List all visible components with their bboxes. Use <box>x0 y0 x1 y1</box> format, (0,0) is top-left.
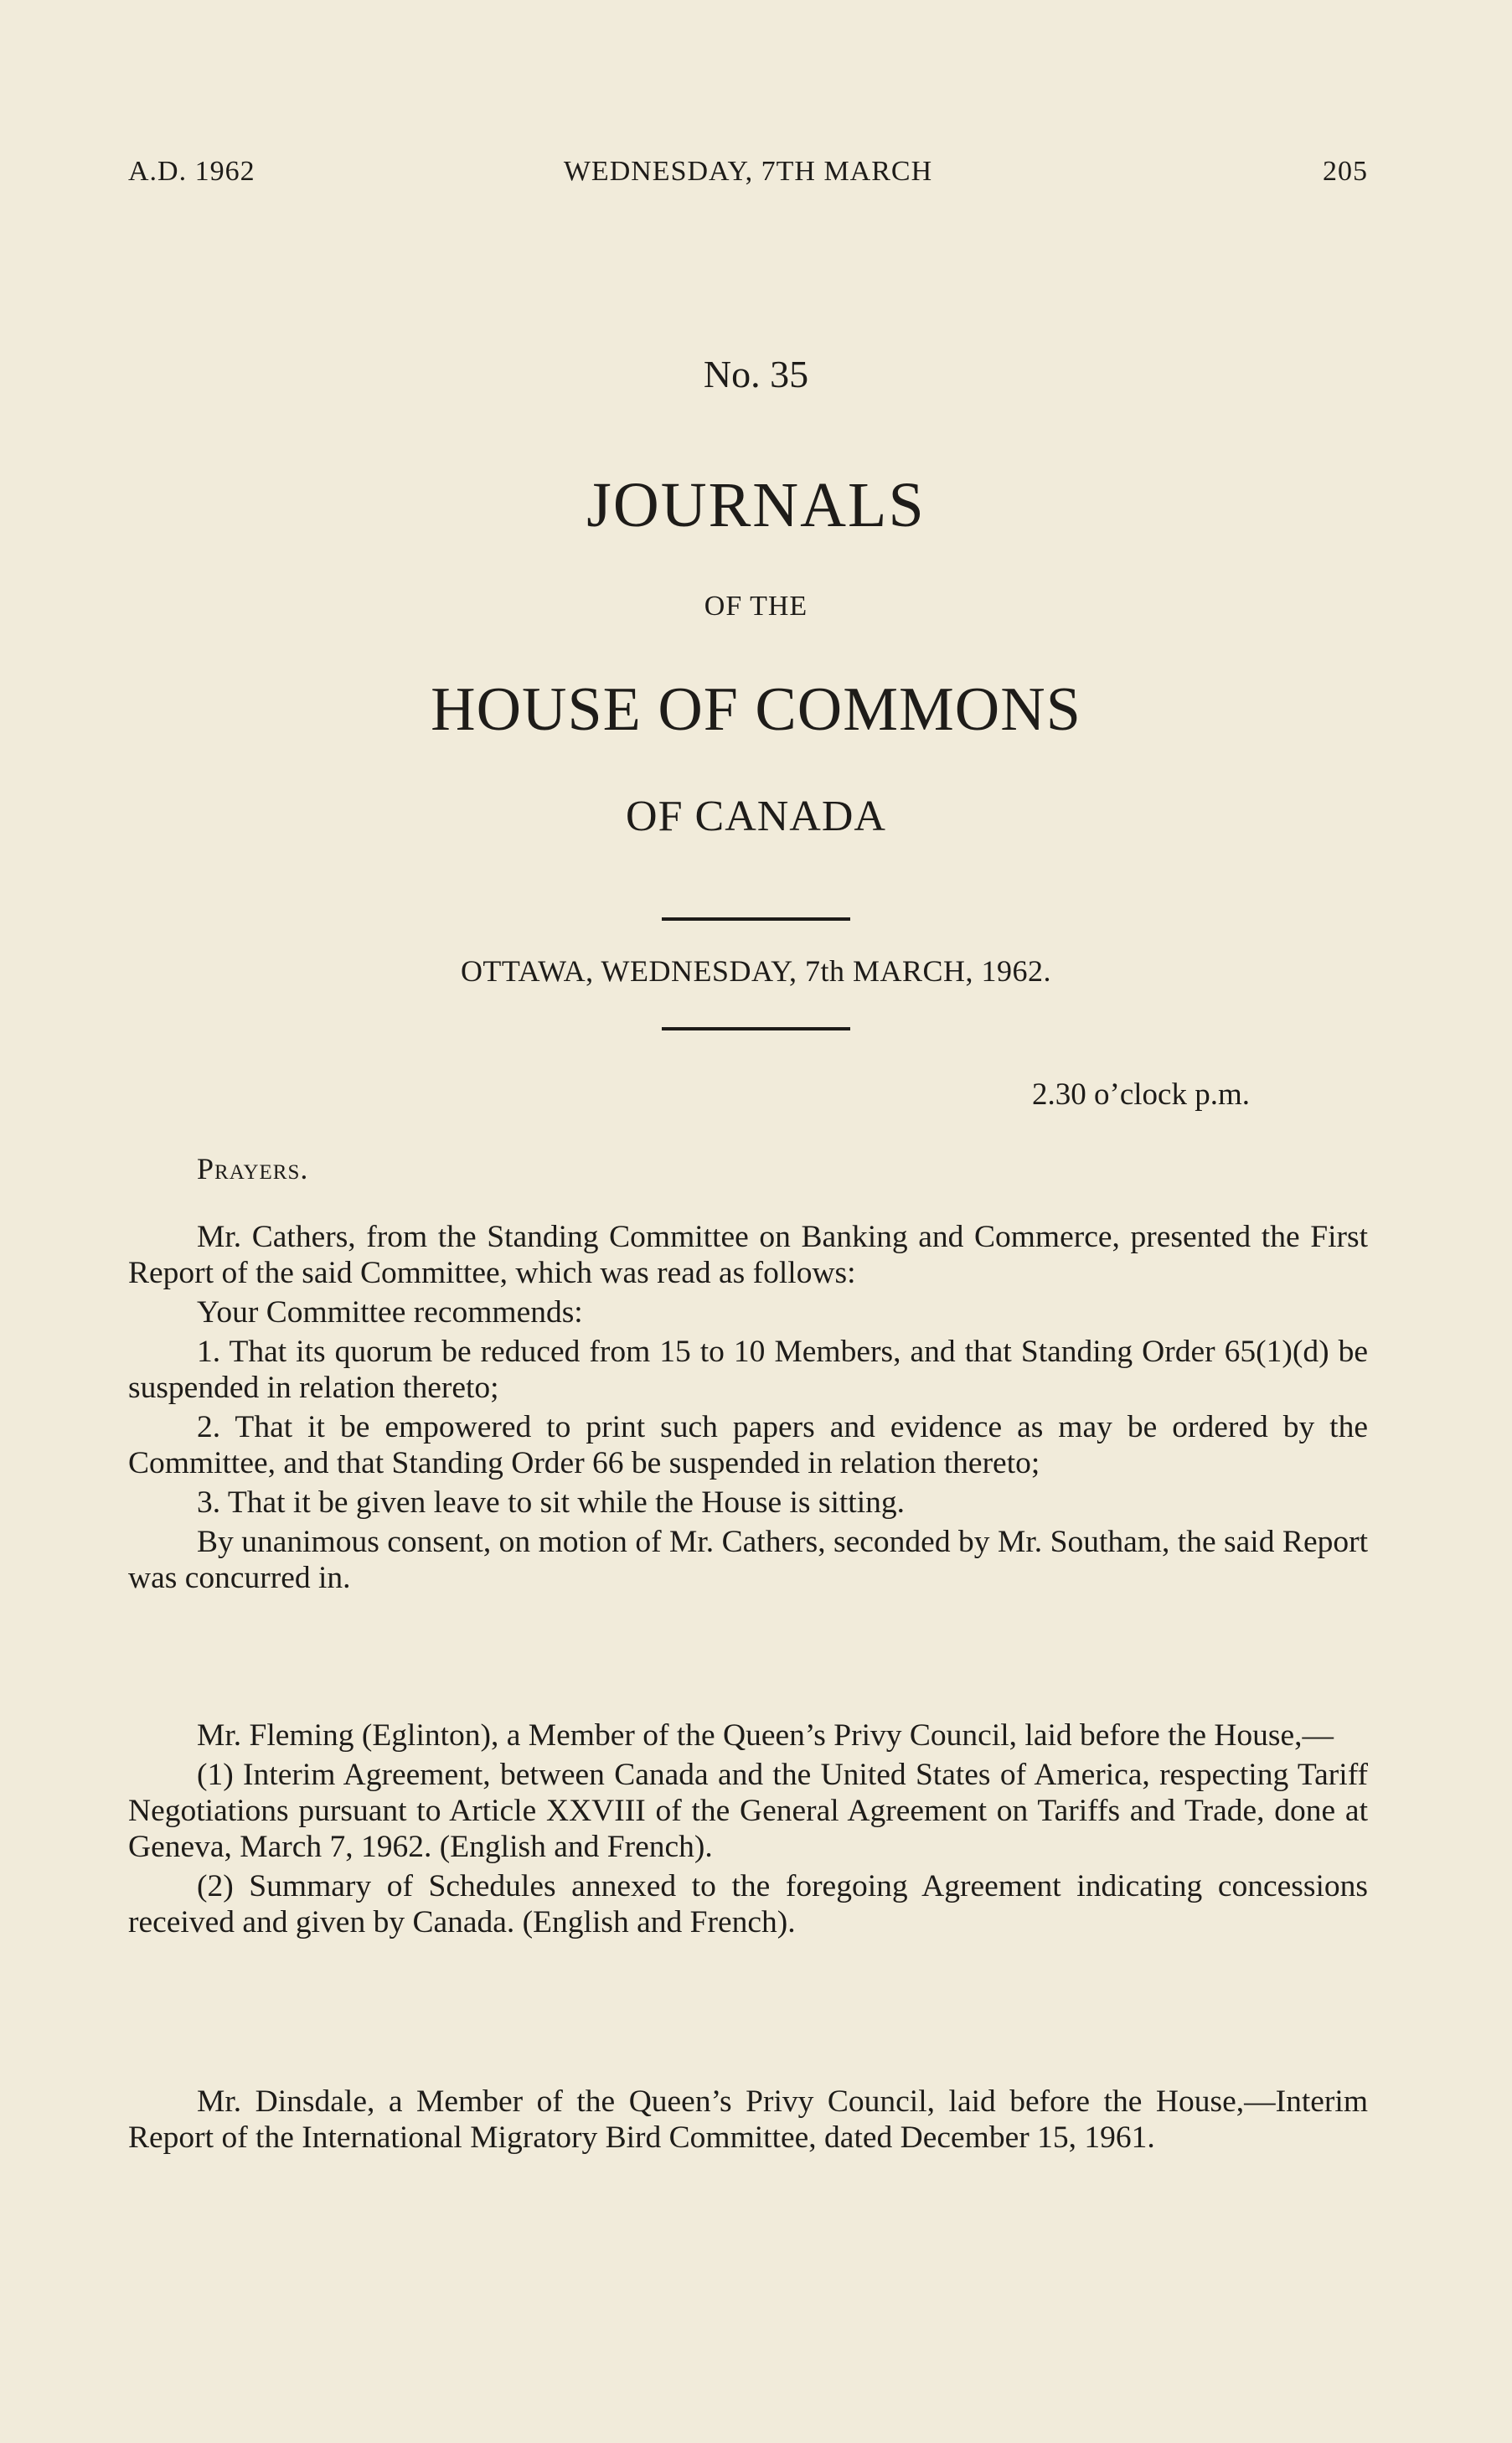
journal-number: No. 35 <box>703 353 809 395</box>
journal-title: JOURNALS <box>586 470 926 540</box>
title-house-of-commons: HOUSE OF COMMONS <box>431 675 1081 744</box>
paragraph: Mr. Cathers, from the Standing Committee on Banking and Commerce, presented the First Report of the said Committee, which was read as follows: <box>128 1220 1368 1290</box>
recommendation-2: 2. That it be empowered to print such papers and evidence as may be ordered by the Committee, and that Standing Order 66 be suspended in relation thereto; <box>128 1410 1368 1480</box>
paragraph: By unanimous consent, on motion of Mr. Cathers, seconded by Mr. Southam, the said Report was concurred in. <box>128 1525 1368 1595</box>
divider-rule-bottom <box>662 1027 850 1030</box>
committee-report-entry <box>128 1219 1368 1599</box>
title-of-canada: OF CANADA <box>626 793 886 840</box>
page-number: 205 <box>1323 156 1368 187</box>
recommendation-1: 1. That its quorum be reduced from 15 to 10 Members, and that Standing Order 65(1)(d) be suspended in relation thereto; <box>128 1335 1368 1405</box>
paragraph: Mr. Fleming (Eglinton), a Member of the Queen’s Privy Council, laid before the House,— <box>197 1718 1334 1753</box>
tabled-item-1: (1) Interim Agreement, between Canada and the United States of America, respecting Tariff Negotiations pursuant to Article XXVIII of the General Agreement on Tariffs and Trade, done at Geneva, March 7, 1962. (English and French). <box>128 1758 1368 1864</box>
paragraph: Your Committee recommends: <box>197 1295 583 1330</box>
prayers-heading: Prayers. <box>197 1152 309 1185</box>
running-head-date: WEDNESDAY, 7TH MARCH <box>563 156 933 187</box>
sitting-time: 2.30 o’clock p.m. <box>1032 1077 1250 1112</box>
running-head <box>128 156 1368 193</box>
title-of-the: OF THE <box>704 591 808 622</box>
tabled-documents-fleming <box>128 1717 1368 1944</box>
running-head-year: A.D. 1962 <box>128 156 255 187</box>
divider-rule-top <box>662 917 850 921</box>
paragraph: Mr. Dinsdale, a Member of the Queen’s Privy Council, laid before the House,—Interim Report of the International Migratory Bird Committee, dated December 15, 1961. <box>128 2084 1368 2155</box>
dateline: OTTAWA, WEDNESDAY, 7th MARCH, 1962. <box>460 954 1052 988</box>
tabled-item-2: (2) Summary of Schedules annexed to the foregoing Agreement indicating concessions received and given by Canada. (English and French). <box>128 1869 1368 1939</box>
tabled-documents-dinsdale <box>128 2084 1368 2159</box>
recommendation-3: 3. That it be given leave to sit while the House is sitting. <box>197 1485 906 1520</box>
